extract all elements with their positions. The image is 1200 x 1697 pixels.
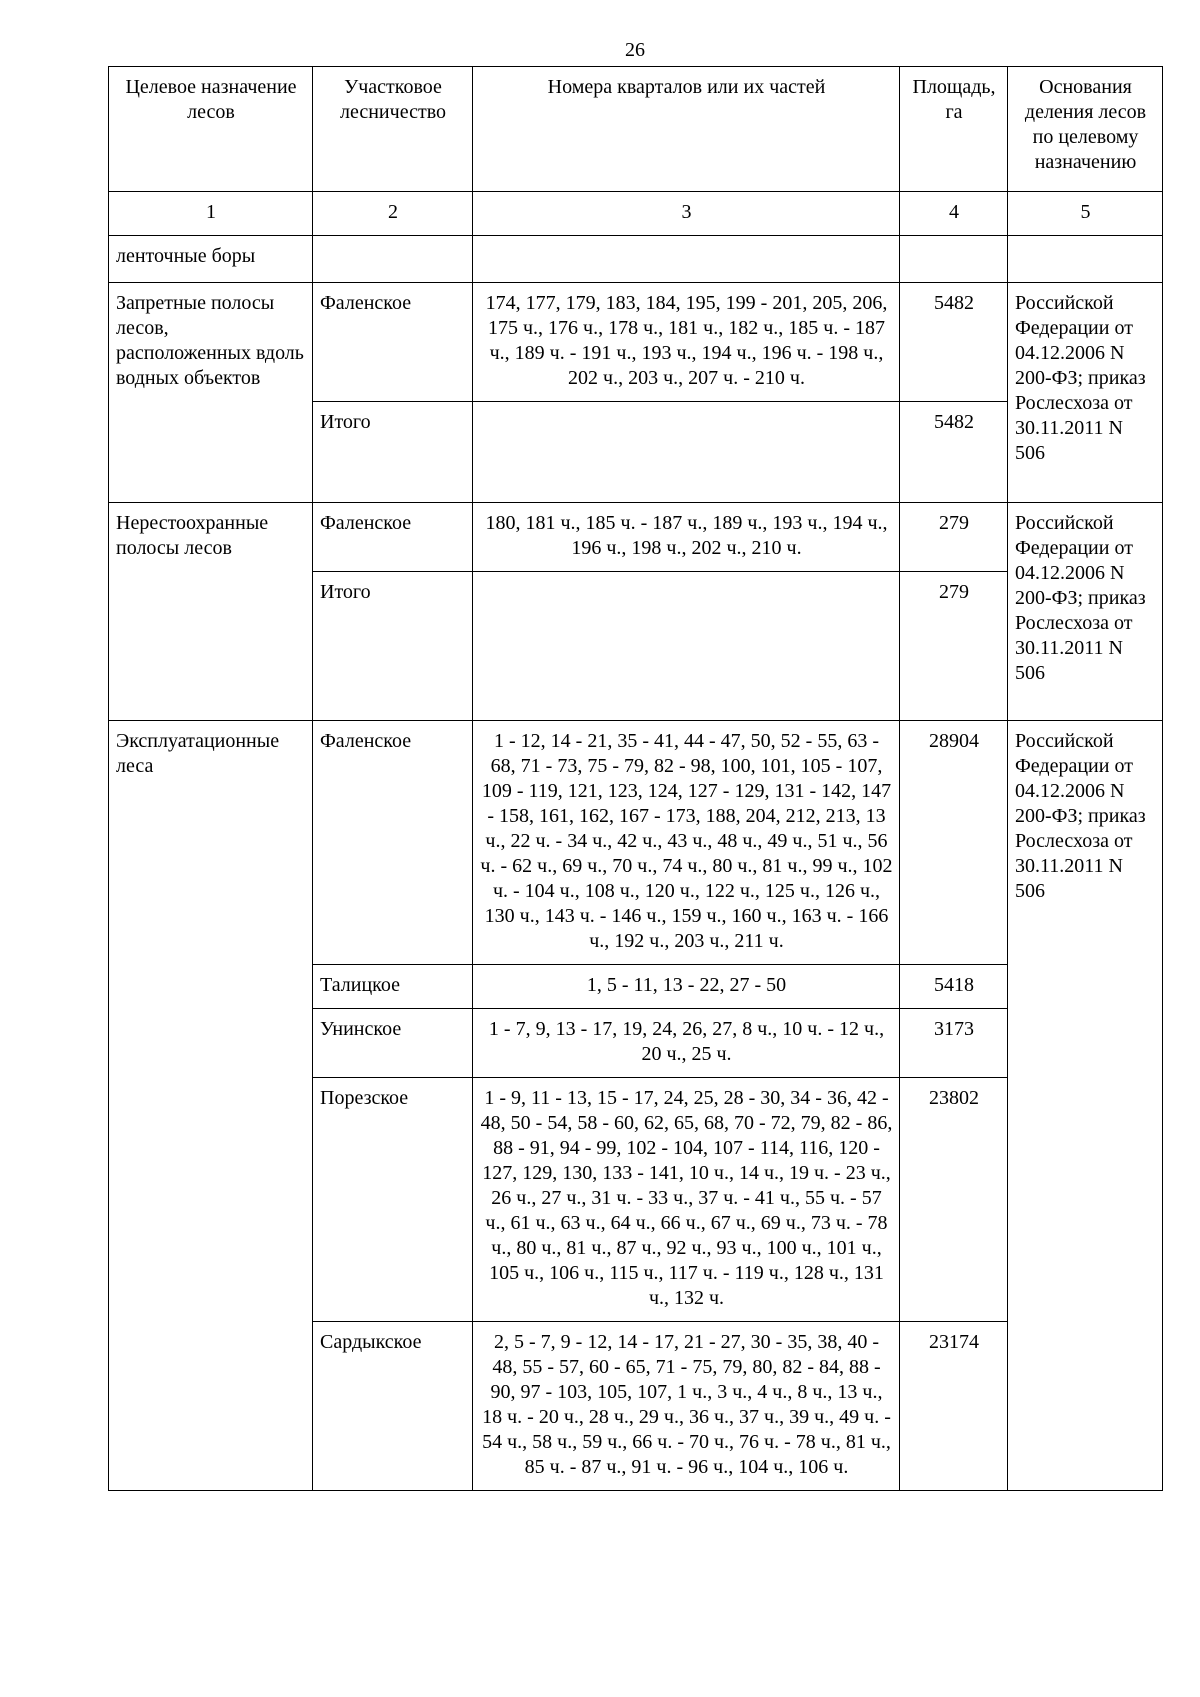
quarters-cell: 1, 5 - 11, 13 - 22, 27 - 50	[473, 965, 900, 1009]
forest-purpose-table	[108, 66, 1163, 1491]
column-number: 2	[313, 192, 473, 236]
column-number: 4	[900, 192, 1008, 236]
table-row	[109, 236, 1163, 283]
column-number: 1	[109, 192, 313, 236]
empty-cell	[1008, 236, 1163, 283]
total-area-cell: 279	[900, 572, 1008, 721]
table-header-row	[109, 67, 1163, 192]
quarters-cell: 1 - 7, 9, 13 - 17, 19, 24, 26, 27, 8 ч., 10 ч. - 12 ч., 20 ч., 25 ч.	[473, 1009, 900, 1078]
area-cell: 279	[900, 503, 1008, 572]
area-cell: 23802	[900, 1078, 1008, 1322]
quarters-cell: 1 - 9, 11 - 13, 15 - 17, 24, 25, 28 - 30, 34 - 36, 42 - 48, 50 - 54, 58 - 60, 62, 65, 68, 70 - 72, 79, 82 - 86, 88 - 91, 94 - 99, 102 - 104, 107 - 114, 116, 120 - 127, 129, 130, 133 - 141, 10 ч., 14 ч., 19 ч. - 23 ч., 26 ч., 27 ч., 31 ч. - 33 ч., 37 ч. - 41 ч., 55 ч. - 57 ч., 61 ч., 63 ч., 64 ч., 66 ч., 67 ч., 69 ч., 73 ч. - 78 ч., 80 ч., 81 ч., 87 ч., 92 ч., 93 ч., 100 ч., 101 ч., 105 ч., 106 ч., 115 ч., 117 ч. - 119 ч., 128 ч., 131 ч., 132 ч.	[473, 1078, 900, 1322]
basis-cell: Российской Федерации от 04.12.2006 N 200-ФЗ; приказ Рослесхоза от 30.11.2011 N 506	[1008, 503, 1163, 721]
empty-cell	[900, 236, 1008, 283]
header-district: Участковое лесничество	[313, 67, 473, 192]
empty-cell	[313, 236, 473, 283]
area-cell: 23174	[900, 1322, 1008, 1491]
header-basis: Основания деления лесов по целевому назначению	[1008, 67, 1163, 192]
column-number: 5	[1008, 192, 1163, 236]
purpose-cell: Нерестоохранные полосы лесов	[109, 503, 313, 721]
district-cell: Фаленское	[313, 503, 473, 572]
quarters-cell: 174, 177, 179, 183, 184, 195, 199 - 201, 205, 206, 175 ч., 176 ч., 178 ч., 181 ч., 182 ч., 185 ч. - 187 ч., 189 ч. - 191 ч., 193 ч., 194 ч., 196 ч. - 198 ч., 202 ч., 203 ч., 207 ч. - 210 ч.	[473, 283, 900, 402]
area-cell: 5418	[900, 965, 1008, 1009]
empty-cell	[473, 402, 900, 503]
district-cell: Сардыкское	[313, 1322, 473, 1491]
quarters-cell: 180, 181 ч., 185 ч. - 187 ч., 189 ч., 193 ч., 194 ч., 196 ч., 198 ч., 202 ч., 210 ч.	[473, 503, 900, 572]
district-cell: Фаленское	[313, 721, 473, 965]
page-number: 26	[625, 39, 645, 61]
basis-cell: Российской Федерации от 04.12.2006 N 200-ФЗ; приказ Рослесхоза от 30.11.2011 N 506	[1008, 721, 1163, 1491]
area-cell: 5482	[900, 283, 1008, 402]
table-row	[109, 503, 1163, 572]
purpose-cell: Запретные полосы лесов, расположенных вдоль водных объектов	[109, 283, 313, 503]
header-purpose: Целевое назначение лесов	[109, 67, 313, 192]
basis-cell: Российской Федерации от 04.12.2006 N 200-ФЗ; приказ Рослесхоза от 30.11.2011 N 506	[1008, 283, 1163, 503]
table-row	[109, 721, 1163, 965]
purpose-cell: ленточные боры	[109, 236, 313, 283]
empty-cell	[473, 236, 900, 283]
quarters-cell: 1 - 12, 14 - 21, 35 - 41, 44 - 47, 50, 52 - 55, 63 - 68, 71 - 73, 75 - 79, 82 - 98, 100, 101, 105 - 107, 109 - 119, 121, 123, 124, 127 - 129, 131 - 142, 147 - 158, 161, 162, 167 - 173, 188, 204, 212, 213, 13 ч., 22 ч. - 34 ч., 42 ч., 43 ч., 48 ч., 49 ч., 51 ч., 56 ч. - 62 ч., 69 ч., 70 ч., 74 ч., 80 ч., 81 ч., 99 ч., 102 ч. - 104 ч., 108 ч., 120 ч., 122 ч., 125 ч., 126 ч., 130 ч., 143 ч. - 146 ч., 159 ч., 160 ч., 163 ч. - 166 ч., 192 ч., 203 ч., 211 ч.	[473, 721, 900, 965]
header-area: Площадь, га	[900, 67, 1008, 192]
empty-cell	[473, 572, 900, 721]
total-label: Итого	[313, 572, 473, 721]
column-number-row	[109, 192, 1163, 236]
district-cell: Порезское	[313, 1078, 473, 1322]
district-cell: Талицкое	[313, 965, 473, 1009]
column-number: 3	[473, 192, 900, 236]
purpose-cell: Эксплуатационные леса	[109, 721, 313, 1491]
area-cell: 3173	[900, 1009, 1008, 1078]
district-cell: Фаленское	[313, 283, 473, 402]
quarters-cell: 2, 5 - 7, 9 - 12, 14 - 17, 21 - 27, 30 - 35, 38, 40 - 48, 55 - 57, 60 - 65, 71 - 75, 79, 80, 82 - 84, 88 - 90, 97 - 103, 105, 107, 1 ч., 3 ч., 4 ч., 8 ч., 13 ч., 18 ч. - 20 ч., 28 ч., 29 ч., 36 ч., 37 ч., 39 ч., 49 ч. - 54 ч., 58 ч., 59 ч., 66 ч. - 70 ч., 76 ч. - 78 ч., 81 ч., 85 ч. - 87 ч., 91 ч. - 96 ч., 104 ч., 106 ч.	[473, 1322, 900, 1491]
district-cell: Унинское	[313, 1009, 473, 1078]
total-label: Итого	[313, 402, 473, 503]
area-cell: 28904	[900, 721, 1008, 965]
total-area-cell: 5482	[900, 402, 1008, 503]
table-row	[109, 283, 1163, 402]
header-quarters: Номера кварталов или их частей	[473, 67, 900, 192]
